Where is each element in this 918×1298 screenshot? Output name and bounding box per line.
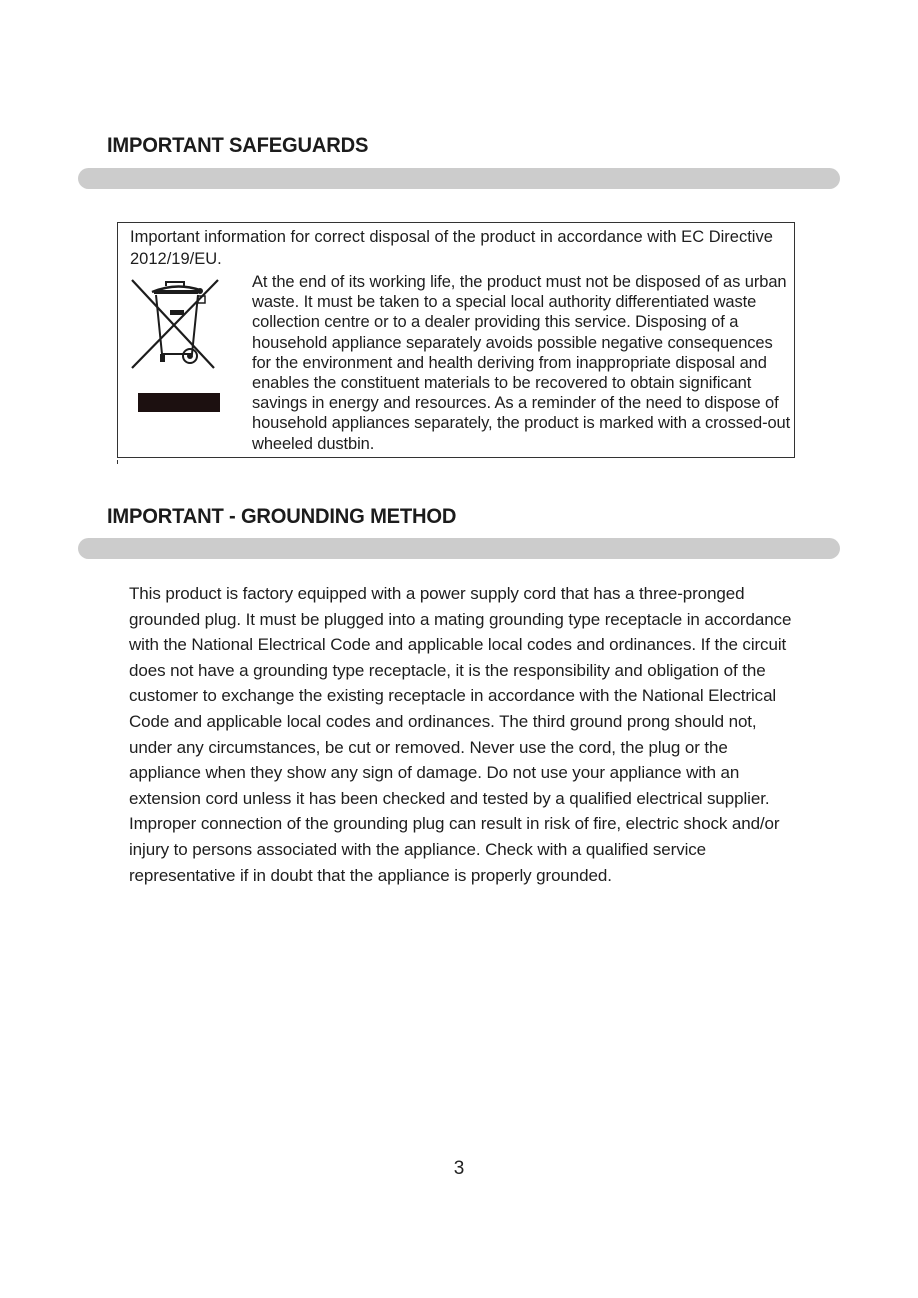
section-heading-safeguards: IMPORTANT SAFEGUARDS <box>107 134 369 157</box>
grounding-method-body: This product is factory equipped with a power supply cord that has a three-pronged grounded plug. It must be plugged into a mating grounding type receptacle in accordance with the National Electrical Code and applicable local codes and ordinances. If the circuit does not have a grounding type receptacle, it is the responsibility and obligation of the customer to exchange the existing receptacle in accordance with the National Electrical Code and applicable local codes and ordinances. The third ground prong should not, under any circumstances, be cut or removed. Never use the cord, the plug or the appliance when they show any sign of damage. Do not use your appliance with an extension cord unless it has been checked and tested by a qualified electrical supplier. Improper connection of the grounding plug can result in risk of fire, electric shock and/or injury to persons associated with the appliance. Check with a qualified service representative if in doubt that the appliance is properly grounded. <box>129 584 792 885</box>
weee-solid-bar-mark <box>138 393 220 412</box>
page-number: 3 <box>453 1158 465 1179</box>
box-corner-mark <box>117 460 118 464</box>
section-divider-bar <box>78 538 840 559</box>
disposal-notice-text: At the end of its working life, the product must not be disposed of as urban waste. It must be taken to a special local authority differentiated waste collection centre or to a dealer providing this service. Disposing of a household appliance separately avoids possible negative consequences for the environment and health deriving from inappropriate disposal and enables the constituent materials to be recovered to obtain significant savings in energy and resources. As a reminder of the need to dispose of household appliances separately, the product is marked with a crossed-out wheeled dustbin. <box>252 273 791 453</box>
disposal-notice-intro: Important information for correct disposal of the product in accordance with EC Directive 2012/19/EU. <box>130 228 773 268</box>
section-heading-grounding: IMPORTANT - GROUNDING METHOD <box>107 505 457 528</box>
section-divider-bar <box>78 168 840 189</box>
crossed-out-wheeled-bin-icon <box>128 276 224 376</box>
disposal-notice-box <box>117 222 795 458</box>
